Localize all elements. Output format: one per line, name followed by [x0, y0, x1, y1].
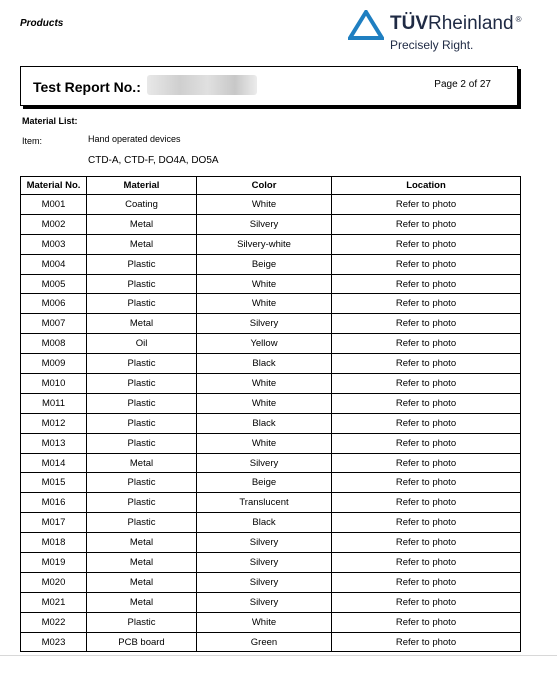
table-cell-no: M023 — [21, 632, 87, 652]
column-header: Material — [87, 177, 197, 195]
table-cell-color: Silvery — [197, 533, 332, 553]
table-cell-no: M017 — [21, 513, 87, 533]
triangle-logo-icon — [348, 10, 384, 40]
table-cell-location: Refer to photo — [332, 572, 521, 592]
table-cell-color: Translucent — [197, 493, 332, 513]
column-header: Location — [332, 177, 521, 195]
brand-tagline: Precisely Right. — [390, 38, 474, 52]
material-list-heading: Material List: — [22, 116, 78, 126]
table-cell-location: Refer to photo — [332, 294, 521, 314]
table-cell-material: Metal — [87, 314, 197, 334]
table-cell-no: M019 — [21, 553, 87, 573]
table-row — [21, 254, 521, 274]
table-cell-material: Plastic — [87, 274, 197, 294]
table-cell-color: White — [197, 374, 332, 394]
table-row — [21, 453, 521, 473]
table-cell-material: Plastic — [87, 473, 197, 493]
table-cell-color: Black — [197, 513, 332, 533]
table-cell-color: Silvery — [197, 453, 332, 473]
table-cell-location: Refer to photo — [332, 632, 521, 652]
table-cell-material: Plastic — [87, 393, 197, 413]
table-row — [21, 234, 521, 254]
table-cell-material: Oil — [87, 334, 197, 354]
table-cell-color: Beige — [197, 473, 332, 493]
table-cell-no: M004 — [21, 254, 87, 274]
table-cell-location: Refer to photo — [332, 473, 521, 493]
table-cell-material: Coating — [87, 195, 197, 215]
table-row — [21, 393, 521, 413]
table-cell-no: M006 — [21, 294, 87, 314]
table-cell-no: M003 — [21, 234, 87, 254]
table-cell-material: PCB board — [87, 632, 197, 652]
table-cell-color: White — [197, 274, 332, 294]
table-cell-location: Refer to photo — [332, 374, 521, 394]
table-cell-material: Plastic — [87, 354, 197, 374]
table-cell-material: Plastic — [87, 294, 197, 314]
item-models: CTD-A, CTD-F, DO4A, DO5A — [88, 155, 219, 166]
table-cell-no: M013 — [21, 433, 87, 453]
table-cell-location: Refer to photo — [332, 493, 521, 513]
table-cell-no: M009 — [21, 354, 87, 374]
table-cell-no: M020 — [21, 572, 87, 592]
table-cell-color: Yellow — [197, 334, 332, 354]
table-row — [21, 195, 521, 215]
table-cell-material: Metal — [87, 553, 197, 573]
table-cell-material: Metal — [87, 234, 197, 254]
table-cell-location: Refer to photo — [332, 195, 521, 215]
table-row — [21, 413, 521, 433]
table-row — [21, 334, 521, 354]
table-row — [21, 314, 521, 334]
table-cell-material: Metal — [87, 533, 197, 553]
column-header: Material No. — [21, 177, 87, 195]
item-value: Hand operated devices — [88, 134, 181, 144]
table-cell-location: Refer to photo — [332, 354, 521, 374]
table-cell-material: Plastic — [87, 413, 197, 433]
table-cell-location: Refer to photo — [332, 274, 521, 294]
table-cell-location: Refer to photo — [332, 334, 521, 354]
table-cell-no: M015 — [21, 473, 87, 493]
report-title: Test Report No.: — [33, 79, 141, 95]
table-row — [21, 274, 521, 294]
table-row — [21, 294, 521, 314]
table-cell-color: White — [197, 294, 332, 314]
item-label: Item: — [22, 136, 43, 146]
table-cell-material: Plastic — [87, 513, 197, 533]
table-cell-no: M022 — [21, 612, 87, 632]
table-cell-no: M018 — [21, 533, 87, 553]
table-row — [21, 632, 521, 652]
table-row — [21, 533, 521, 553]
brand-name: TÜVRheinland ® — [390, 13, 522, 34]
table-cell-location: Refer to photo — [332, 393, 521, 413]
table-cell-location: Refer to photo — [332, 433, 521, 453]
table-cell-no: M014 — [21, 453, 87, 473]
table-cell-no: M021 — [21, 592, 87, 612]
table-cell-material: Plastic — [87, 433, 197, 453]
column-header: Color — [197, 177, 332, 195]
table-cell-no: M005 — [21, 274, 87, 294]
table-row — [21, 433, 521, 453]
table-cell-material: Metal — [87, 453, 197, 473]
table-header-row — [21, 177, 521, 195]
table-cell-location: Refer to photo — [332, 513, 521, 533]
table-cell-no: M008 — [21, 334, 87, 354]
table-cell-location: Refer to photo — [332, 214, 521, 234]
table-cell-location: Refer to photo — [332, 592, 521, 612]
section-label: Products — [20, 18, 64, 29]
table-row — [21, 513, 521, 533]
table-cell-location: Refer to photo — [332, 553, 521, 573]
table-cell-color: Green — [197, 632, 332, 652]
table-cell-location: Refer to photo — [332, 453, 521, 473]
table-cell-color: Silvery — [197, 314, 332, 334]
table-cell-color: Beige — [197, 254, 332, 274]
table-cell-color: Silvery-white — [197, 234, 332, 254]
table-cell-color: White — [197, 393, 332, 413]
table-row — [21, 473, 521, 493]
table-cell-material: Plastic — [87, 254, 197, 274]
table-cell-location: Refer to photo — [332, 254, 521, 274]
table-cell-color: Silvery — [197, 214, 332, 234]
table-cell-location: Refer to photo — [332, 612, 521, 632]
table-cell-material: Plastic — [87, 374, 197, 394]
table-cell-color: White — [197, 433, 332, 453]
table-cell-color: Black — [197, 413, 332, 433]
materials-table — [20, 176, 521, 652]
table-cell-location: Refer to photo — [332, 533, 521, 553]
table-cell-color: Silvery — [197, 572, 332, 592]
table-row — [21, 214, 521, 234]
table-cell-location: Refer to photo — [332, 314, 521, 334]
table-cell-location: Refer to photo — [332, 234, 521, 254]
table-cell-color: Silvery — [197, 592, 332, 612]
table-row — [21, 572, 521, 592]
table-cell-no: M016 — [21, 493, 87, 513]
table-cell-no: M012 — [21, 413, 87, 433]
table-cell-no: M007 — [21, 314, 87, 334]
table-cell-material: Metal — [87, 214, 197, 234]
page-number: Page 2 of 27 — [434, 79, 491, 90]
table-cell-no: M011 — [21, 393, 87, 413]
redacted-report-number — [147, 75, 257, 95]
table-cell-material: Metal — [87, 592, 197, 612]
table-cell-material: Plastic — [87, 612, 197, 632]
table-cell-no: M010 — [21, 374, 87, 394]
table-cell-color: Silvery — [197, 553, 332, 573]
table-row — [21, 553, 521, 573]
table-cell-material: Metal — [87, 572, 197, 592]
report-header-box — [20, 66, 518, 106]
table-row — [21, 612, 521, 632]
table-cell-color: White — [197, 612, 332, 632]
table-row — [21, 374, 521, 394]
table-row — [21, 493, 521, 513]
table-row — [21, 354, 521, 374]
table-cell-color: Black — [197, 354, 332, 374]
tuv-logo — [348, 8, 538, 54]
table-cell-no: M002 — [21, 214, 87, 234]
table-cell-color: White — [197, 195, 332, 215]
table-cell-no: M001 — [21, 195, 87, 215]
table-cell-location: Refer to photo — [332, 413, 521, 433]
page-bottom-divider — [0, 655, 557, 656]
table-cell-material: Plastic — [87, 493, 197, 513]
table-row — [21, 592, 521, 612]
